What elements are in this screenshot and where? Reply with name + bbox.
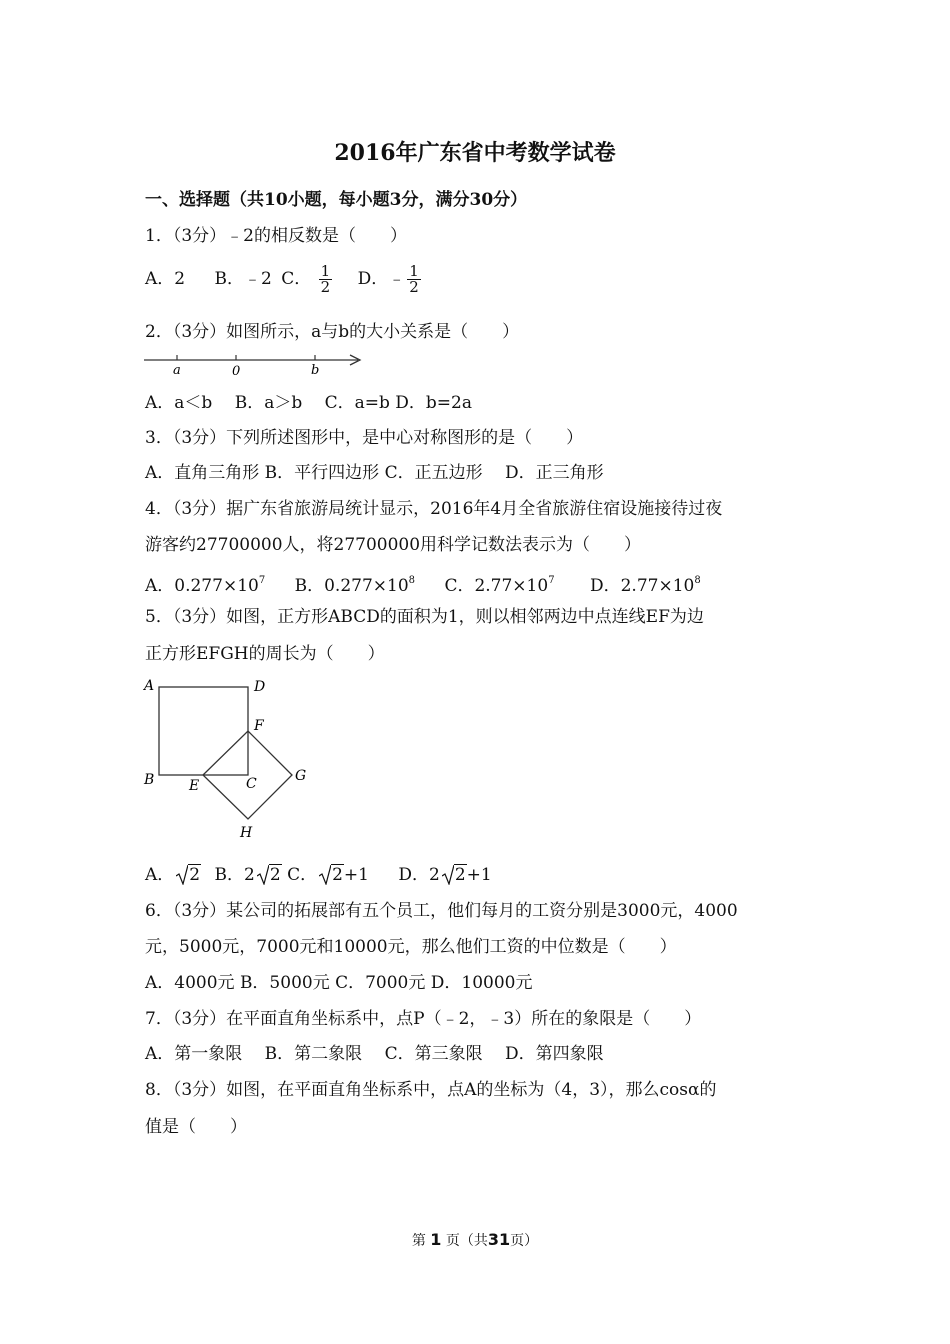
question-7-stem: 7．（3分）在平面直角坐标系中，点P（﹣2，﹣3）所在的象限是（ ） <box>145 1009 702 1029</box>
label-F: F <box>254 718 264 734</box>
q1-option-b: B．﹣2 <box>214 269 272 289</box>
question-2-options: A．a＜b B．a＞b C．a=b D．b=2a <box>145 393 472 413</box>
page-title: 2016年广东省中考数学试卷 <box>334 140 616 166</box>
question-4-stem-line1: 4．（3分）据广东省旅游局统计显示，2016年4月全省旅游住宿设施接待过夜 <box>145 499 723 519</box>
question-1-options <box>145 264 423 295</box>
question-4-options: A．$0.277\times 10^7$ B．$0.277\times 10^8$ C．$2.77\times 10^7$ D．$2.77\times 10^8$ <box>145 575 701 596</box>
label-b: b <box>311 363 320 378</box>
question-5-stem-line2: 正方形EFGH的周长为（ ） <box>145 644 385 664</box>
label-A: A <box>144 678 155 694</box>
square-figure <box>140 672 320 844</box>
q1-option-c: C． <box>281 269 312 289</box>
q5-option-c-sqrt: 2 <box>319 863 344 887</box>
q1-option-a: A．2 <box>145 269 186 289</box>
question-3-options: A．直角三角形 B．平行四边形 C．正五边形 D．正三角形 <box>145 463 604 483</box>
q1-option-d-fraction: $\frac{1}{2}$ <box>409 262 419 296</box>
page-footer: 第 1 页（共31页） <box>411 1230 539 1249</box>
q4-option-b: B．0.277×10 <box>294 576 409 596</box>
label-B: B <box>144 772 155 788</box>
question-2-stem: 2．（3分）如图所示，a与b的大小关系是（ ） <box>145 322 520 342</box>
label-H: H <box>240 825 253 841</box>
question-8-stem-line1: 8．（3分）如图，在平面直角坐标系中，点A的坐标为（4，3），那么cosα的 <box>145 1080 717 1100</box>
question-4-stem-line2: 游客约27700000人，将27700000用科学记数法表示为（ ） <box>145 535 642 555</box>
label-E: E <box>189 778 200 794</box>
q4-option-a: A．0.277×10 <box>145 576 259 596</box>
label-C: C <box>246 776 257 792</box>
question-6-stem-line1: 6．（3分）某公司的拓展部有五个员工，他们每月的工资分别是3000元，4000 <box>145 901 738 921</box>
label-zero: 0 <box>232 364 241 379</box>
q5-option-c: C． <box>287 865 318 885</box>
section-heading: 一、选择题（共10小题，每小题3分，满分30分） <box>145 190 528 210</box>
question-7-options: A．第一象限 B．第二象限 C．第三象限 D．第四象限 <box>145 1044 604 1064</box>
number-line-figure <box>140 350 370 380</box>
q5-option-b-sqrt: 2 <box>257 863 282 887</box>
square-abcd <box>159 687 248 775</box>
question-5-stem-line1: 5．（3分）如图，正方形ABCD的面积为1，则以相邻两边中点连线EF为边 <box>145 607 704 627</box>
q5-option-a-sqrt: 2 <box>176 863 201 887</box>
question-3-stem: 3．（3分）下列所述图形中，是中心对称图形的是（ ） <box>145 428 584 448</box>
label-a: a <box>173 363 181 378</box>
q5-option-a: A． <box>145 865 175 885</box>
question-6-options: A．4000元 B．5000元 C．7000元 D．10000元 <box>145 973 533 993</box>
question-1-stem: 1．（3分）﹣2的相反数是（ ） <box>145 226 407 246</box>
current-page-number: 1 <box>430 1230 442 1249</box>
q5-option-d-sqrt: 2 <box>442 863 467 887</box>
question-6-stem-line2: 元，5000元，7000元和10000元，那么他们工资的中位数是（ ） <box>145 937 677 957</box>
q4-option-d: D．2.77×10 <box>589 576 695 596</box>
q1-option-c-fraction: $\frac{1}{2}$ <box>320 262 331 296</box>
q1-option-d: D．﹣ <box>357 269 406 289</box>
total-page-count: 31 <box>487 1230 511 1249</box>
q4-option-c: C．2.77×10 <box>444 576 549 596</box>
label-D: D <box>254 679 266 695</box>
question-8-stem-line2: 值是（ ） <box>145 1117 247 1137</box>
label-G: G <box>295 768 307 784</box>
question-5-options: A． 2 B．2 2 C． 2+1 D．2 2+1 <box>145 865 492 885</box>
q5-option-b: B．2 <box>214 865 255 885</box>
q5-option-d: D．2 <box>398 865 440 885</box>
